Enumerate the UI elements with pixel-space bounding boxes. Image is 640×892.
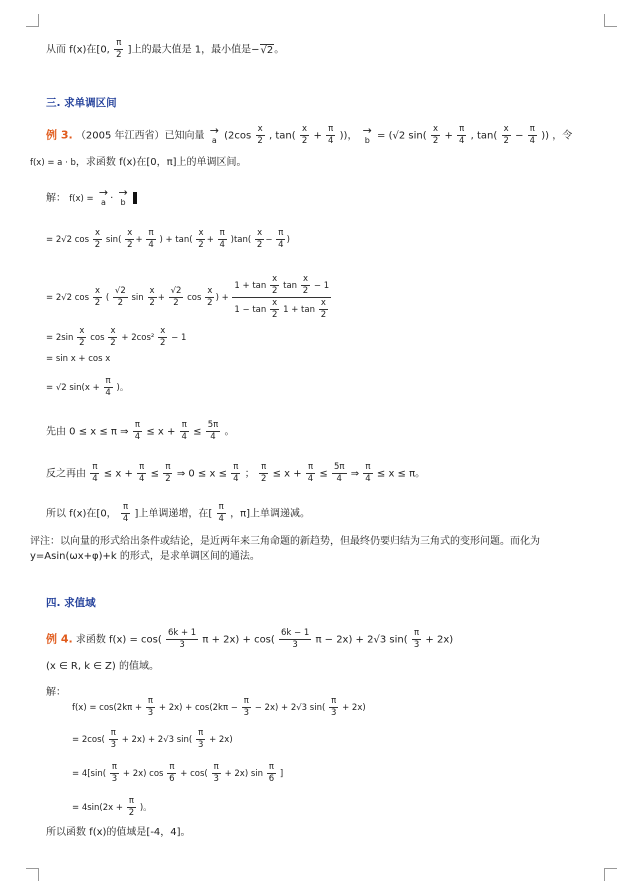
example-4-condition: (x ∈ R, k ∈ Z) 的值域。	[46, 661, 159, 672]
crop-mark-bottom-right	[604, 868, 617, 881]
section-heading-3: 三. 求单调区间	[46, 97, 117, 109]
solution-3-step-3: = 2sin $\frac{x}{2}$ cos $\frac{x}{2}$ + 2cos² $\frac{x}{2}$ − 1	[46, 326, 187, 348]
solution-4-conclusion: 所以函数 f(x)的值域是[-4，4]。	[46, 827, 191, 838]
solution-4-label: 解：	[46, 687, 66, 698]
comment-paragraph: 评注：以向量的形式给出条件或结论，是近两年来三角命题的新趋势，但最终仍要归结为三角式的变形问题。而化为 y=Asin(ωx+φ)+k 的形式，是求单调区间的通法。	[30, 536, 540, 562]
solution-3-step-1: = 2√2 cos $\frac{x}{2}$ sin( $\frac{x}{2}$ + $\frac{\pi}{4}$ ) + tan( $\frac{x}{2}$ + $\frac{\pi}{4}$ )tan( $\frac{x}{2}$ − $\frac{\pi}{4}$ )	[46, 228, 290, 250]
solution-4-step-1: f(x) = cos(2kπ + $\frac{\pi}{3}$ + 2x) + cos(2kπ − $\frac{\pi}{3}$ − 2x) + 2√3 sin( $\frac{\pi}{3}$ + 2x)	[72, 696, 366, 718]
crop-mark-top-right	[604, 14, 617, 27]
solution-4-step-2: = 2cos( $\frac{\pi}{3}$ + 2x) + 2√3 sin( $\frac{\pi}{3}$ + 2x)	[72, 728, 233, 750]
crop-mark-bottom-left	[26, 868, 39, 881]
text-line-max-min: 从而 f(x)在[0, $\frac{\pi}{2}$ ]上的最大值是 1，最小值是−√2。	[46, 38, 285, 60]
example-4-statement: 例 4. 求函数 f(x) = cos( $\frac{6k + 1}{3}$ π + 2x) + cos( $\frac{6k - 1}{3}$ π − 2x) + 2√3 sin( $\frac{\pi}{3}$ + 2x)	[46, 628, 454, 650]
solution-3-range-1: 先由 0 ≤ x ≤ π ⇒ $\frac{\pi}{4}$ ≤ x + $\frac{\pi}{4}$ ≤ $\frac{5\pi}{4}$ 。	[46, 420, 235, 442]
solution-4-step-4: = 4sin(2x + $\frac{\pi}{2}$ )。	[72, 796, 152, 818]
crop-mark-top-left	[26, 14, 39, 27]
solution-4-step-3: = 4[sin( $\frac{\pi}{3}$ + 2x) cos $\frac{\pi}{6}$ + cos( $\frac{\pi}{3}$ + 2x) sin $\frac{\pi}{6}$ ]	[72, 762, 284, 784]
solution-3-step-4: = sin x + cos x	[46, 354, 111, 364]
example-3-statement: 例 3. （2005 年江西省）已知向量 → a (2cos $\frac{x}{2}$ , tan( $\frac{x}{2}$ + $\frac{\pi}{4}$ ))， → b = (√2 sin( $\frac{x}{2}$ + $\frac{\pi}{4}$ , tan( $\frac{x}{2}$ − $\frac{\pi}{4}$ )) ，令	[46, 123, 573, 146]
solution-3-step-5: = √2 sin(x + $\frac{\pi}{4}$ )。	[46, 376, 129, 398]
example-3-question: f(x) = a · b，求函数 f(x)在[0，π]上的单调区间。	[30, 157, 247, 168]
solution-3-step-2: = 2√2 cos $\frac{x}{2}$ ( $\frac{√2}{2}$ sin $\frac{x}{2}$ + $\frac{√2}{2}$ cos $\frac{x}{2}$ ) + 1 + tan $\frac{x}{2}$ tan $\frac{x}{2}$ − 1 1 − tan $\frac{x}{2}$ 1 + tan $\frac{x}{2}$	[46, 274, 330, 320]
solution-3-start: 解： f(x) = → a · → b	[46, 188, 137, 208]
cursor-block	[133, 192, 137, 204]
section-heading-4: 四. 求值域	[46, 597, 96, 609]
solution-3-conclusion: 所以 f(x)在[0， $\frac{\pi}{4}$ ]上单调递增，在[ $\frac{\pi}{4}$ ，π]上单调递减。	[46, 502, 311, 524]
solution-3-range-2: 反之再由 $\frac{\pi}{4}$ ≤ x + $\frac{\pi}{4}$ ≤ $\frac{\pi}{2}$ ⇒ 0 ≤ x ≤ $\frac{\pi}{4}$ ； $\frac{\pi}{2}$ ≤ x + $\frac{\pi}{4}$ ≤ $\frac{5\pi}{4}$ ⇒ $\frac{\pi}{4}$ ≤ x ≤ π。	[46, 462, 426, 484]
